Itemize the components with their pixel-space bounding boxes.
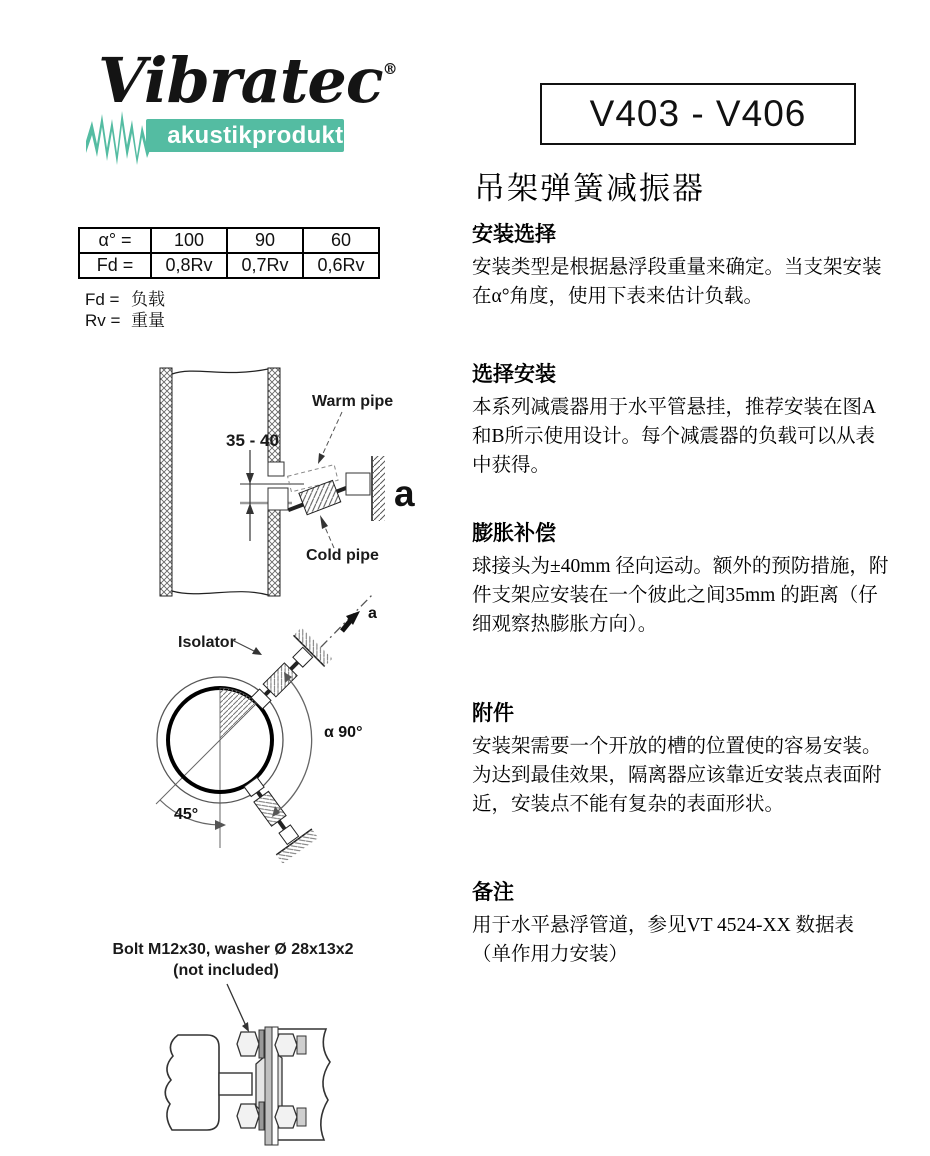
model-range: V403 - V406 bbox=[589, 93, 807, 134]
legend-meaning: 负载 bbox=[131, 290, 165, 309]
section-body: 本系列减震器用于水平管悬挂，推荐安装在图A 和B所示使用设计。每个减震器的负载可以从表中获得。 bbox=[472, 397, 876, 476]
shaded-wedge bbox=[220, 688, 257, 740]
bolt-caption-line1: Bolt M12x30, washer Ø 28x13x2 bbox=[112, 941, 354, 958]
figure-b-marker: a bbox=[368, 605, 377, 622]
table-cell: 100 bbox=[151, 228, 227, 253]
brand-logo bbox=[98, 44, 398, 117]
section-heading: 膨胀补偿 bbox=[472, 522, 556, 545]
angle-45-label: 45° bbox=[174, 806, 199, 823]
isolator-label: Isolator bbox=[178, 634, 236, 651]
section-body: 安装类型是根据悬浮段重量来确定。当支架安装在α°角度，使用下表来估计负载。 bbox=[472, 257, 882, 307]
section-heading: 安装选择 bbox=[472, 223, 556, 246]
table-cell: 90 bbox=[227, 228, 303, 253]
figure-c-drawing bbox=[100, 932, 450, 1156]
section-heading: 选择安装 bbox=[472, 363, 556, 386]
table-cell: 0,7Rv bbox=[227, 253, 303, 278]
section-body: 安装架需要一个开放的槽的位置使的容易安装。为达到最佳效果，隔离器应该靠近安装点表面附近，安装点不能有复杂的表面形状。 bbox=[472, 736, 882, 815]
figure-a-marker: a bbox=[394, 473, 415, 514]
section-accessories bbox=[472, 701, 892, 819]
figure-b-drawing bbox=[128, 585, 468, 885]
model-range-box bbox=[540, 83, 856, 145]
connector-bar bbox=[219, 1073, 252, 1095]
isolator-assembly bbox=[284, 476, 352, 520]
table-legend bbox=[85, 289, 165, 331]
brand-name: Vibratec bbox=[98, 44, 383, 117]
table-cell: 0,8Rv bbox=[151, 253, 227, 278]
section-body: 球接头为±40mm 径向运动。额外的预防措施，附件支架应安装在一个彼此之间35mm 的距离（仔细观察热膨胀方向）。 bbox=[472, 556, 889, 635]
table-cell-angle-label: α° = bbox=[79, 228, 151, 253]
legend-row-fd bbox=[85, 289, 165, 310]
section-expansion-compensation bbox=[472, 521, 892, 639]
section-notes bbox=[472, 880, 892, 969]
table-row-angle bbox=[79, 228, 379, 253]
legend-symbol: Fd = bbox=[85, 290, 120, 309]
left-pipe-stub bbox=[165, 1035, 219, 1130]
pipe-wall-left bbox=[160, 368, 172, 596]
load-factor-table bbox=[78, 227, 380, 279]
table-cell: 60 bbox=[303, 228, 379, 253]
wall-hatch bbox=[372, 456, 385, 521]
warm-pipe-label: Warm pipe bbox=[312, 393, 394, 410]
cold-pipe-label: Cold pipe bbox=[306, 547, 379, 564]
legend-meaning: 重量 bbox=[131, 311, 165, 330]
section-mounting-selection bbox=[472, 222, 892, 311]
section-heading: 备注 bbox=[472, 881, 514, 904]
angle-alpha-label: α 90° bbox=[324, 724, 363, 741]
table-cell-load-label: Fd = bbox=[79, 253, 151, 278]
brand-zigzag-waveform-icon bbox=[86, 111, 152, 165]
figure-a-drawing bbox=[140, 358, 460, 603]
legend-symbol: Rv = bbox=[85, 311, 121, 330]
section-body: 用于水平悬浮管道，参见VT 4524-XX 数据表（单作用力安装） bbox=[472, 915, 855, 965]
brand-tagline-banner bbox=[146, 119, 367, 152]
legend-row-rv bbox=[85, 310, 165, 331]
page-title: 吊架弹簧减振器 bbox=[474, 171, 705, 206]
bolt-caption-line2: (not included) bbox=[173, 962, 279, 979]
clamp-plate bbox=[265, 1027, 272, 1145]
brand-tagline: akustikprodukter bbox=[167, 121, 367, 149]
registered-trademark-symbol: ® bbox=[382, 60, 398, 78]
table-row-load bbox=[79, 253, 379, 278]
dimension-label: 35 - 40 bbox=[226, 431, 279, 450]
section-select-installation bbox=[472, 362, 892, 480]
pipe-wall-right-lower bbox=[268, 510, 280, 596]
section-heading: 附件 bbox=[472, 702, 514, 725]
table-cell: 0,6Rv bbox=[303, 253, 379, 278]
